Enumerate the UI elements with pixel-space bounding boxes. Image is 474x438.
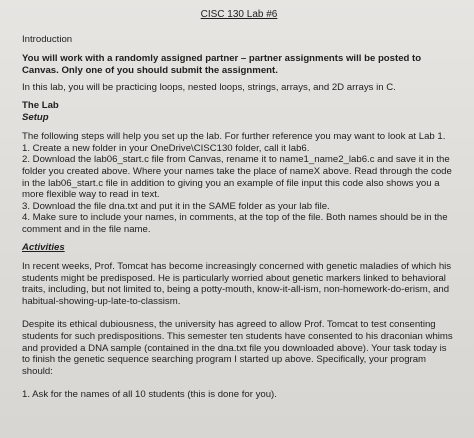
activities-paragraph-2: Despite its ethical dubiousness, the university has agreed to allow Prof. Tomcat to test consenting students for such predispositions. This semester ten students have consented to his draconian whims and provided a DNA sample (contained in the dna.txt file you downloaded above). Your task today is to finish the genetic sequence searching program I started up above. Specifically, your program should: — [22, 319, 453, 377]
setup-section — [22, 131, 456, 235]
task-item: 1. Ask for the names of all 10 students (this is done for you). — [22, 389, 277, 401]
activities-paragraph-1: In recent weeks, Prof. Tomcat has become increasingly concerned with genetic maladies of which his students might be predisposed. He is particularly worried about genetic markers linked to behavioral traits, including, but not limited to, being a potty-mouth, know-it-all-ism, non-homework-do-erism, and habitual-showing-up-late-to-classism. — [22, 261, 452, 307]
lab-heading: The Lab — [22, 99, 59, 111]
intro-partner-note: You will work with a randomly assigned partner – partner assignments will be posted to Canvas. Only one of you should submit the assignment. — [22, 53, 422, 76]
document-title: CISC 130 Lab #6 — [200, 9, 278, 20]
setup-step: 3. Download the file dna.txt and put it in the SAME folder as your lab file. — [22, 200, 330, 212]
setup-step: 1. Create a new folder in your OneDrive\CISC130 folder, call it lab6. — [22, 142, 310, 154]
intro-text: In this lab, you will be practicing loops, nested loops, strings, arrays, and 2D arrays in C. — [22, 82, 396, 94]
setup-heading: Setup — [22, 111, 49, 123]
setup-step: 4. Make sure to include your names, in comments, at the top of the file. Both names should be in the comment and in the file name. — [22, 212, 448, 235]
intro-heading: Introduction — [22, 33, 73, 45]
setup-step: 2. Download the lab06_start.c file from Canvas, rename it to name1_name2_lab6.c and save it in the folder you created above. Where your names take the place of nameX above. Read through the code in the lab06_start.c file in addition to giving you an example of file input this code also shows you a more flexible way to read in text. — [22, 154, 452, 201]
activities-heading: Activities — [22, 241, 65, 253]
setup-intro: The following steps will help you set up the lab. For further reference you may want to look at Lab 1. — [22, 131, 446, 143]
